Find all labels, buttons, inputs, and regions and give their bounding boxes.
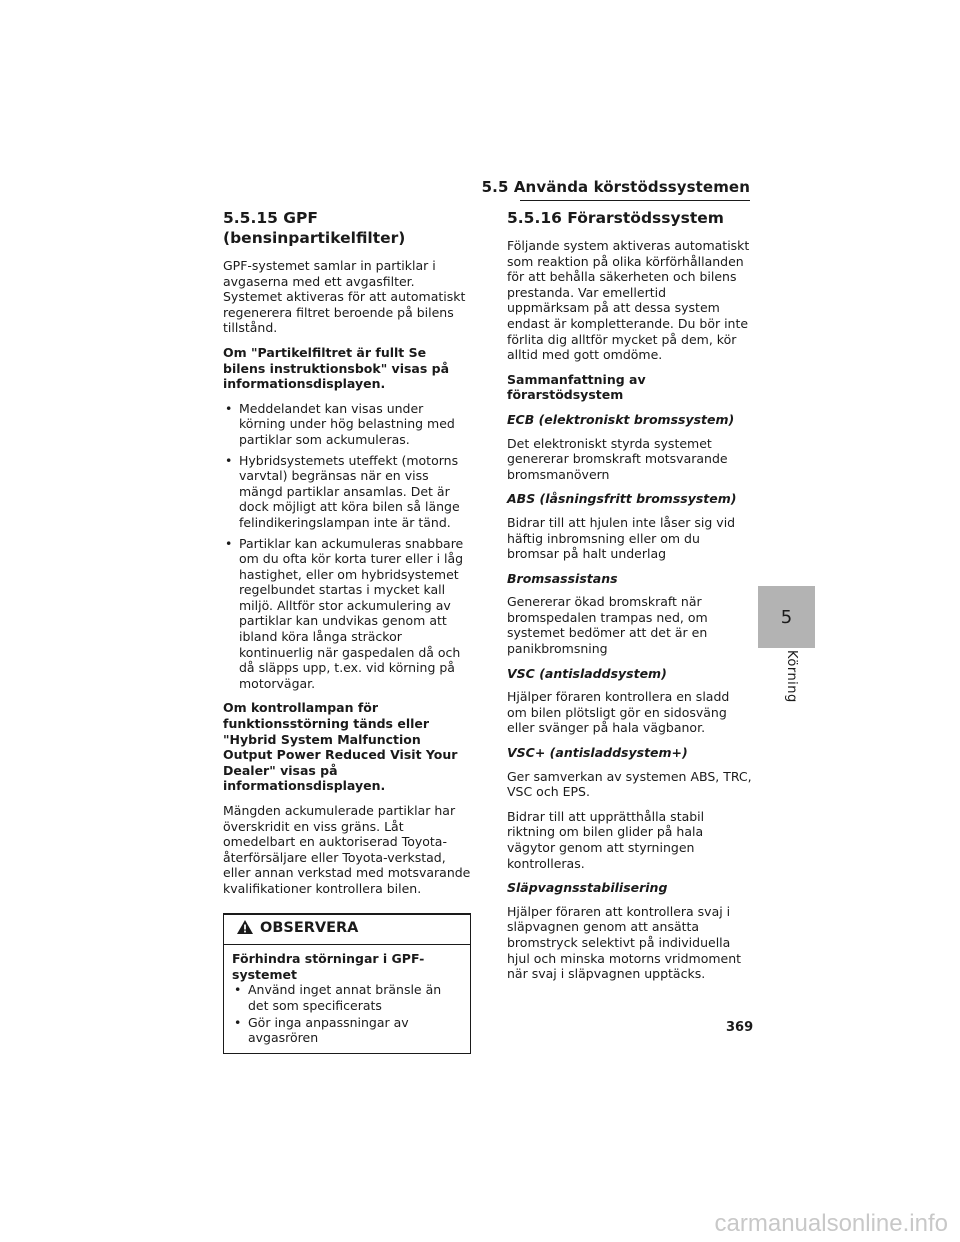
system-name: ABS (låsningsfritt bromssystem) [507,491,737,507]
gpf-bullet-list [223,401,471,692]
gpf-heading: 5.5.15 GPF (bensinpartikelfilter) [223,209,406,247]
system-description: Genererar ökad bromskraft när bromspedalen trampas ned, om systemet bedömer att det är en panikbromsning [507,594,708,657]
system-name: VSC (antisladdsystem) [507,665,667,681]
notice-bullet-list [232,982,462,1045]
page-number: 369 [726,1020,754,1035]
chapter-tab [758,586,815,648]
warning-icon [236,919,254,940]
system-description: Bidrar till att hjulen inte låser sig vid häftig inbromsning eller om du bromsar på halt underlag [507,514,736,562]
summary-heading: Sammanfattning av förarstödsystem [507,371,646,403]
gpf-intro: GPF-systemet samlar in partiklar i avgaserna med ett avgasfilter. Systemet aktiveras för att automatiskt regenerera filtret beroende på bilens tillstånd. [223,258,466,336]
right-column [507,208,752,991]
system-description: Hjälper föraren kontrollera en sladd om bilen plötsligt gör en sidosväng eller svänger på hala vägbanor. [507,689,730,736]
system-description: Bidrar till att upprätthålla stabil riktning om bilen glider på hala vägytor genom att styrningen kontrolleras. [507,808,705,871]
notice-body [224,945,470,1046]
driver-assist-heading: 5.5.16 Förarstödssystem [507,209,724,227]
chapter-label: Körning [784,650,799,703]
system-description: Hjälper föraren att kontrollera svaj i släpvagnen genom att ansätta bromstryck selektivt på individuella hjul och minska motorns vridmoment när svaj i släpvagnen upptäcks. [507,903,742,982]
list-item: • Hybridsystemets uteffekt (motorns varvtal) begränsas när en viss mängd partiklar ansamlas. Det är dock möjligt att köra bilen så länge felindikeringslampan inte är tänd. [223,453,471,531]
driver-assist-intro: Följande system aktiveras automatiskt som reaktion på olika körförhållanden för att behålla säkerheten och bilens prestanda. Var emellertid uppmärksam på att dessa system endast är kompletterande. Du bör inte förlita dig alltför mycket på dem, kör alltid med gott omdöme. [507,238,750,363]
system-name: VSC+ (antisladdsystem+) [507,745,688,761]
gpf-subheading-2: Om kontrollampan för funktionsstörning tänds eller "Hybrid System Malfunction Output Power Reduced Visit Your Dealer" visas på informationsdisplayen. [223,700,458,794]
list-item: • Gör inga anpassningar av avgasrören [232,1015,462,1046]
system-name: ECB (elektroniskt bromssystem) [507,411,735,427]
list-item: • Meddelandet kan visas under körning under hög belastning med partiklar som ackumuleras. [223,401,471,448]
notice-title: Förhindra störningar i GPF-systemet [232,951,425,982]
list-item: • Använd inget annat bränsle än det som specificerats [232,982,462,1013]
system-name: Släpvagnsstabilisering [507,880,668,896]
list-item: • Partiklar kan ackumuleras snabbare om du ofta kör korta turer eller i låg hastighet, eller om hybridsystemet regelbundet startas i mycket kall miljö. Alltför stor ackumulering av partiklar kan undvikas genom att ibland köra långa sträckor kontinuerlig när gaspedalen då och då släpps upp, t.ex. vid körning på motorvägar. [223,536,471,692]
system-description: Det elektroniskt styrda systemet genererar bromskraft motsvarande bromsmanövern [507,435,728,482]
left-column [223,208,471,1054]
chapter-number: 5 [780,606,793,628]
notice-label: OBSERVERA [260,920,359,937]
notice-box [223,913,471,1054]
system-name: Bromsassistans [507,570,618,586]
watermark: carmanualsonline.info [714,1210,948,1237]
section-header-title: 5.5 Använda körstödssystemen [481,178,750,196]
header-rule [520,200,750,201]
notice-header [224,915,470,946]
gpf-subheading-1: Om "Partikelfiltret är fullt Se bilens instruktionsbok" visas på informationsdisplayen. [223,344,450,392]
system-description: Ger samverkan av systemen ABS, TRC, VSC och EPS. [507,768,752,800]
gpf-paragraph-2: Mängden ackumulerade partiklar har överskridit en viss gräns. Låt omedelbart en auktoriserad Toyota-återförsäljare eller Toyota-verkstad, eller annan verkstad med motsvarande kvalifikationer kontrollera bilen. [223,803,471,896]
